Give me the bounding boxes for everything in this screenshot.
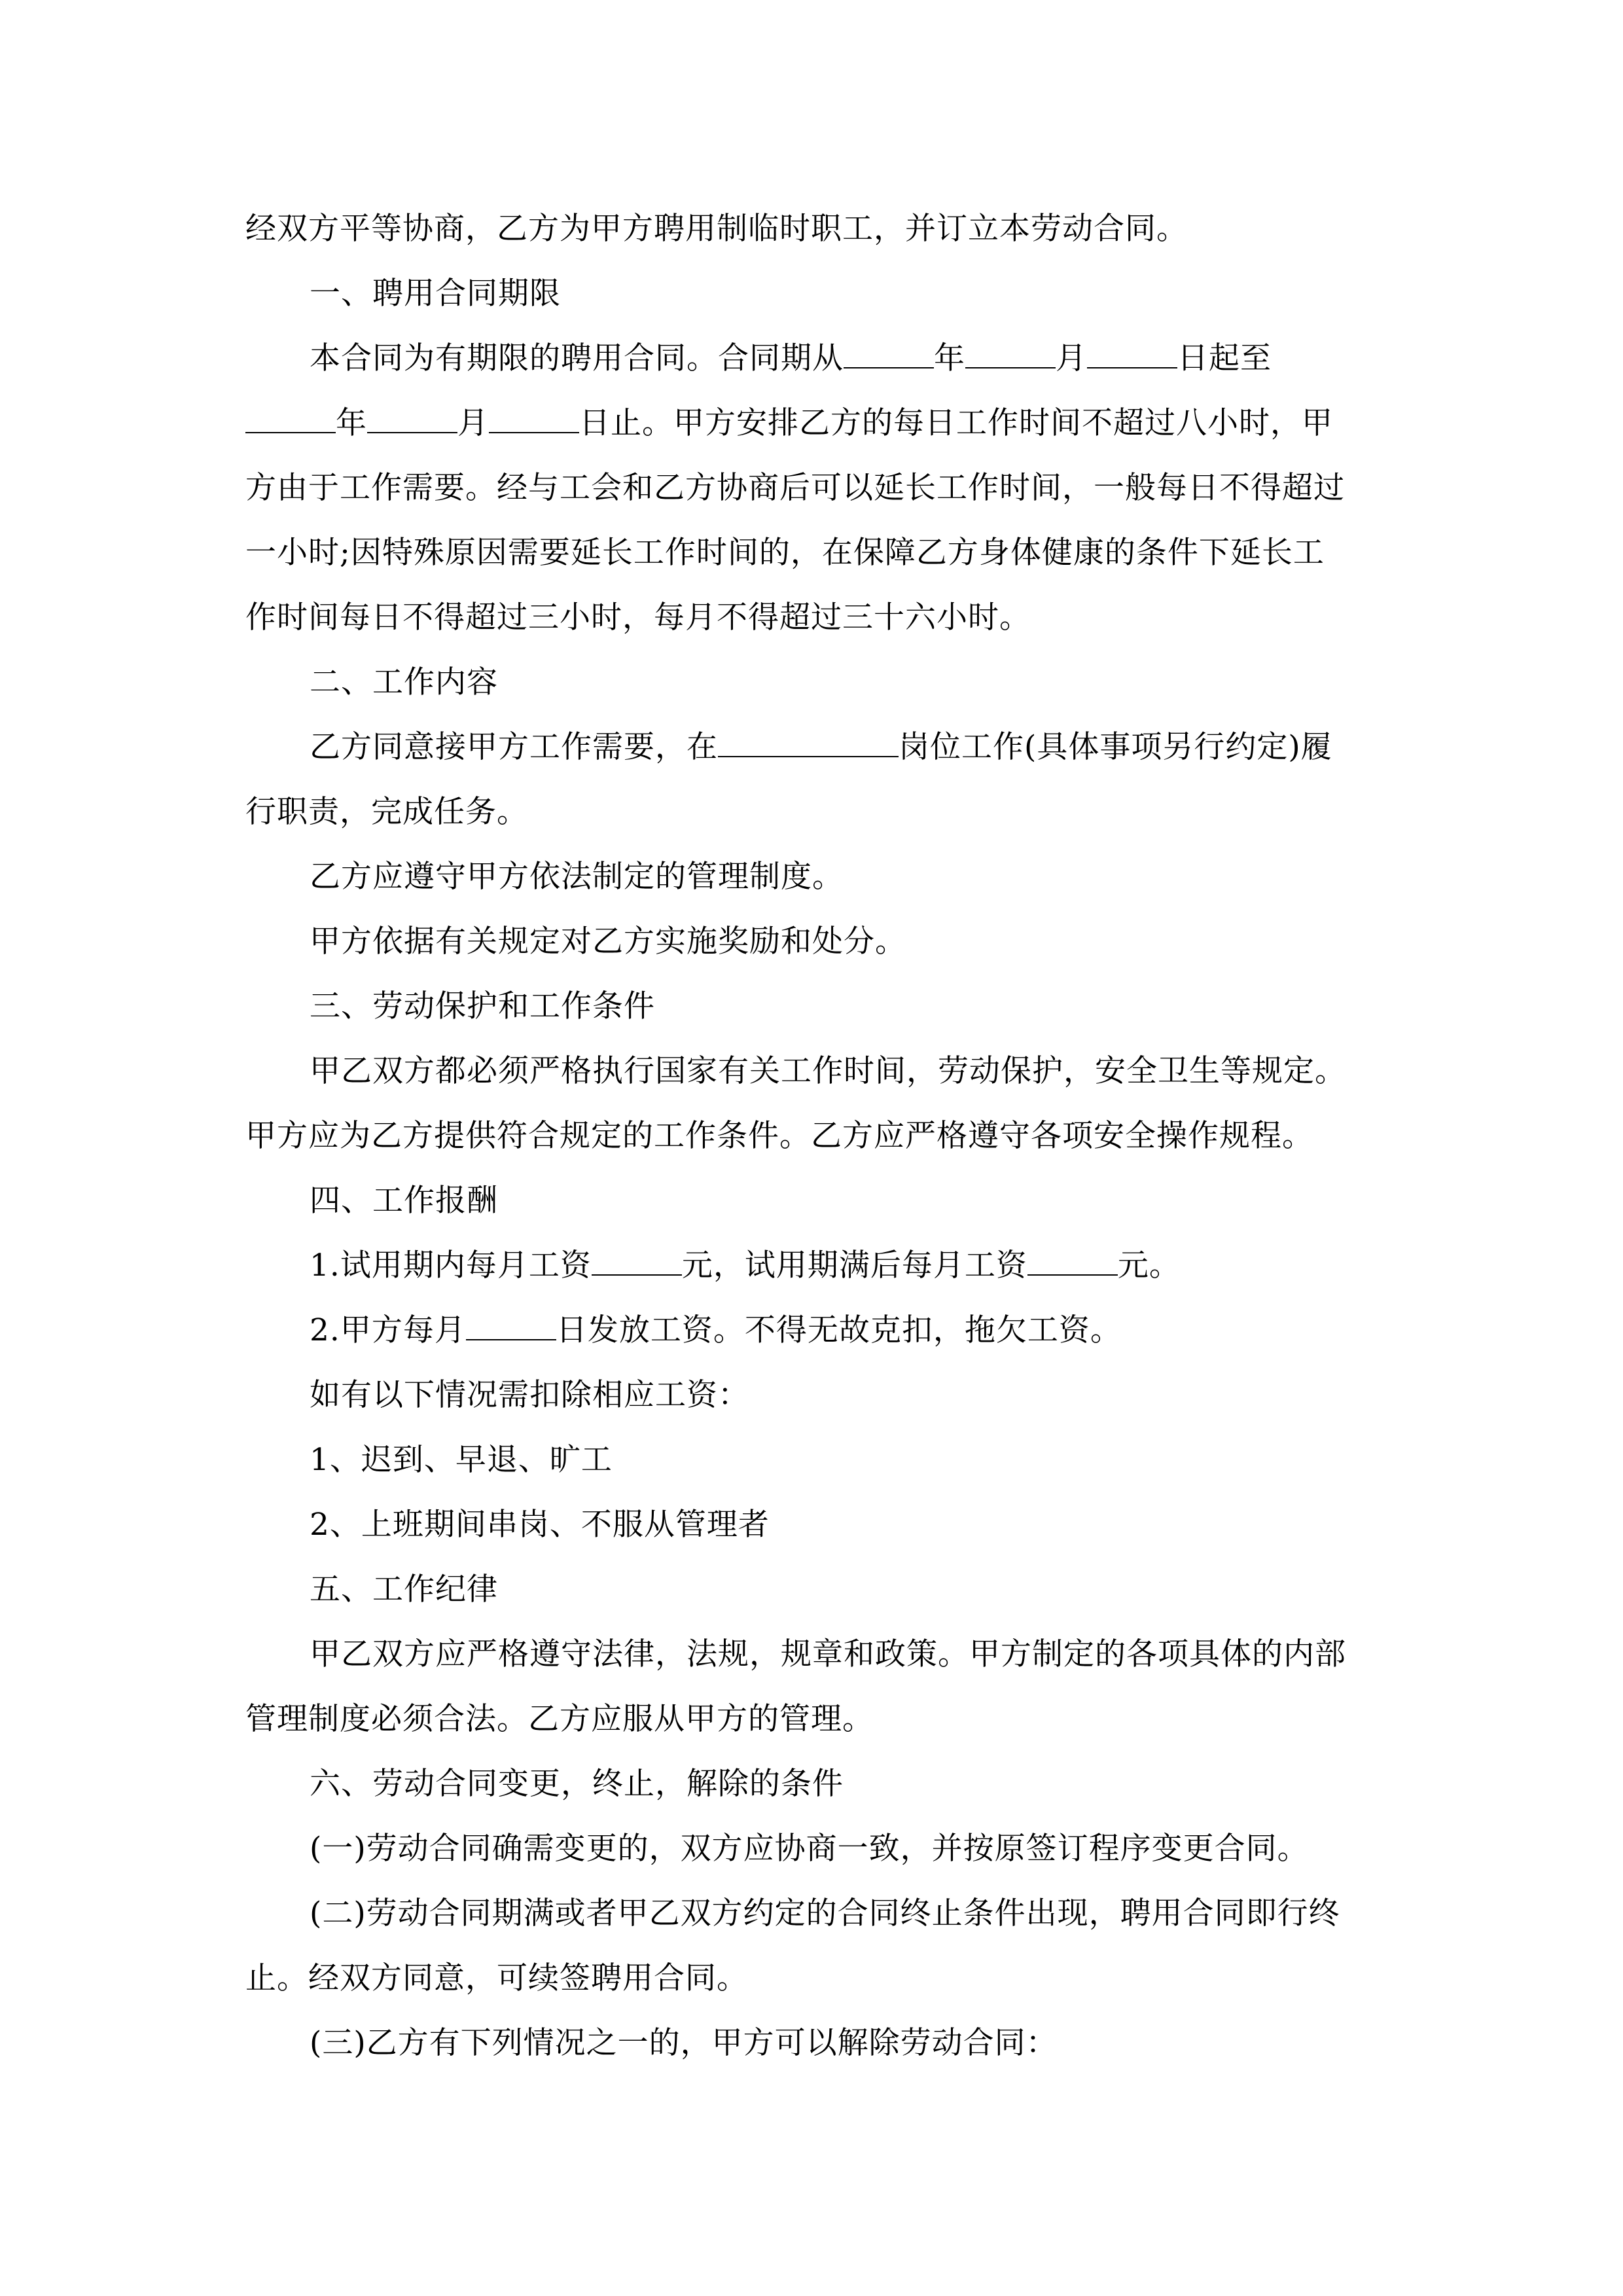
work-content-line-2: 行职责，完成任务。 xyxy=(245,794,528,830)
pay-line-1: 1.试用期内每月工资 元，试用期满后每月工资 元。 xyxy=(310,1247,1181,1283)
discipline-line-1: 甲乙双方应严格遵守法律，法规，规章和政策。甲方制定的各项具体的内部 xyxy=(310,1636,1346,1672)
pay-line-4: 1、迟到、早退、旷工 xyxy=(310,1442,613,1478)
section-heading-work-content: 二、工作内容 xyxy=(310,664,498,700)
pay-line-3: 如有以下情况需扣除相应工资： xyxy=(310,1377,749,1413)
section-heading-pay: 四、工作报酬 xyxy=(310,1183,498,1219)
section-heading-change: 六、劳动合同变更，终止，解除的条件 xyxy=(310,1766,844,1802)
protection-line-2: 甲方应为乙方提供符合规定的工作条件。乙方应严格遵守各项安全操作规程。 xyxy=(245,1118,1313,1154)
term-line-2: 年 月 日止。甲方安排乙方的每日工作时间不超过八小时，甲 xyxy=(245,391,1397,456)
section-heading-protection: 三、劳动保护和工作条件 xyxy=(310,988,655,1024)
start-year-blank xyxy=(844,341,934,368)
contract-body xyxy=(245,196,1397,2075)
term-line-4: 一小时;因特殊原因需要延长工作时间的，在保障乙方身体健康的条件下延长工 xyxy=(245,535,1325,571)
work-content-line-4: 甲方依据有关规定对乙方实施奖励和处分。 xyxy=(310,924,906,960)
pay-line-5: 2、上班期间串岗、不服从管理者 xyxy=(310,1507,770,1543)
end-day-blank xyxy=(489,406,579,433)
payday-blank xyxy=(466,1313,556,1340)
work-content-line-1: 乙方同意接甲方工作需要，在 岗位工作(具体事项另行约定)履 xyxy=(310,729,1332,765)
probation-salary-blank xyxy=(592,1248,682,1276)
term-line-3: 方由于工作需要。经与工会和乙方协商后可以延长工作时间，一般每日不得超过 xyxy=(245,470,1345,506)
start-day-blank xyxy=(1087,341,1177,368)
work-content-line-3: 乙方应遵守甲方依法制定的管理制度。 xyxy=(310,859,844,895)
change-line-3: 止。经双方同意，可续签聘用合同。 xyxy=(245,1960,748,1996)
discipline-line-2: 管理制度必须合法。乙方应服从甲方的管理。 xyxy=(245,1701,874,1737)
section-heading-term: 一、聘用合同期限 xyxy=(310,276,561,312)
change-line-4: (三)乙方有下列情况之一的，甲方可以解除劳动合同： xyxy=(310,2025,1058,2061)
change-line-2: (二)劳动合同期满或者甲乙双方约定的合同终止条件出现，聘用合同即行终 xyxy=(310,1895,1340,1931)
regular-salary-blank xyxy=(1027,1248,1118,1276)
protection-line-1: 甲乙双方都必须严格执行国家有关工作时间，劳动保护，安全卫生等规定。 xyxy=(310,1053,1346,1089)
intro-paragraph: 经双方平等协商，乙方为甲方聘用制临时职工，并订立本劳动合同。 xyxy=(245,211,1188,247)
end-month-blank xyxy=(367,406,457,433)
start-month-blank xyxy=(965,341,1056,368)
pay-line-2: 2.甲方每月 日发放工资。不得无故克扣，拖欠工资。 xyxy=(310,1312,1122,1348)
term-line-1: 本合同为有期限的聘用合同。合同期从 年 月 日起至 xyxy=(310,340,1272,376)
change-line-1: (一)劳动合同确需变更的，双方应协商一致，并按原签订程序变更合同。 xyxy=(310,1831,1309,1867)
section-heading-discipline: 五、工作纪律 xyxy=(310,1571,498,1607)
term-line-5: 作时间每日不得超过三小时，每月不得超过三十六小时。 xyxy=(245,600,1031,636)
end-year-blank xyxy=(245,406,336,433)
position-blank xyxy=(718,730,899,757)
